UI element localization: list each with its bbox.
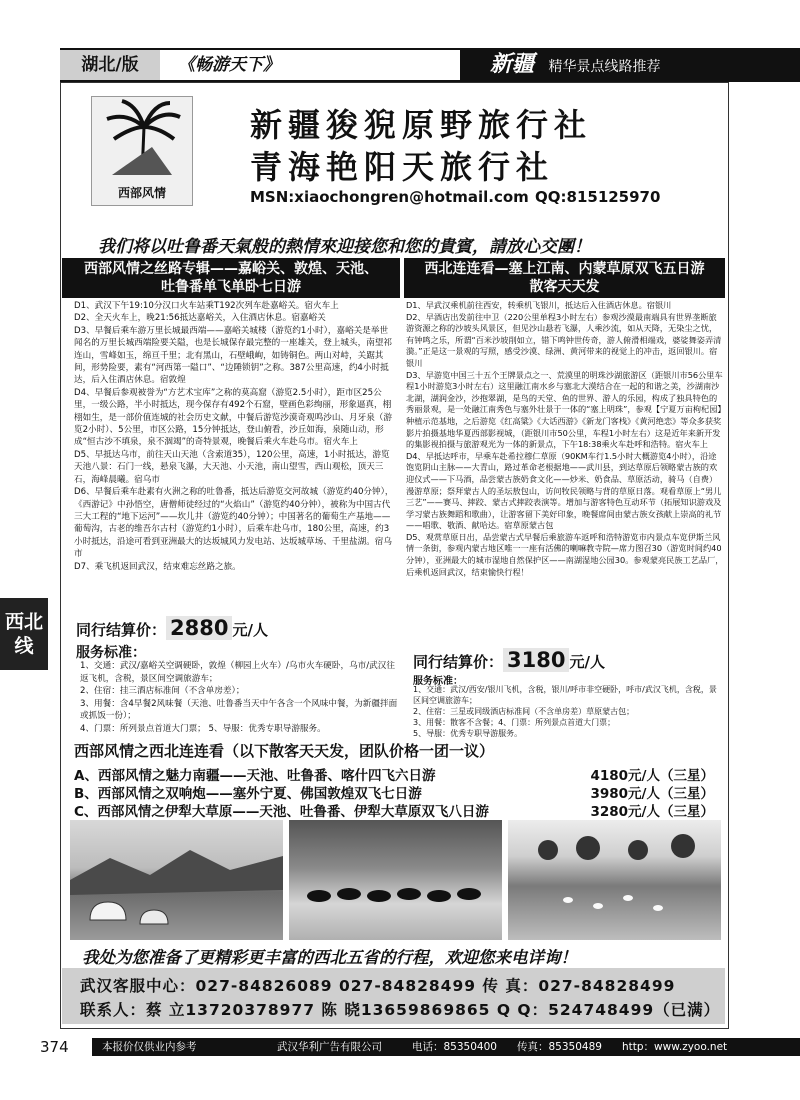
header-brand: 新疆 xyxy=(490,52,535,77)
palm-tree-icon xyxy=(92,97,192,177)
itinerary-day: D2、早酒店出发前往中卫（220公里单程3小时左右）参观沙漠最南端具有世界垄断旅游资源之称的沙坡头风景区，但见沙山悬若飞瀑，人乘沙流，如从天降，无染尘之忧，有钟鸣之乐，所谓“百米沙坡削如立，错下鸣钟世传奇，游人俯滑相端戏，婆娑舞姿弄清漪。”正是这一景观的写照，感受沙漠、绿洲、黄河带来的视觉上的冲击，返回银川。宿银川 xyxy=(406,311,722,368)
right-tour-title-1: 西北连连看—塞上江南、内蒙草原双飞五日游 xyxy=(424,261,705,277)
contact-person-row: 联系人：蔡 立13720378977 陈 晓13659869865 Q Q：524748499（已满） xyxy=(80,1001,721,1019)
right-service-list xyxy=(413,684,723,739)
package-row xyxy=(74,800,714,820)
itinerary-day: D6、早餐后乘车赴素有火洲之称的吐鲁番，抵达后游览交河故城（游览约40分钟），《西游记》中孙悟空，唐僧师徒经过的“火焰山”（游览约40分钟），被称为中国古代三大工程的“地下运河”——坎儿井（游览约40分钟）；中国著名的葡萄生产基地——葡萄沟，古老的维吾尔古村（游览约1小时），后乘车赴乌市，180公里，高速，约3小时抵达，沿途可看到亚洲最大的达坂城风力发电站、达坂城草场、千里盐湖。宿乌市 xyxy=(74,487,394,560)
price-label: 同行结算价： xyxy=(76,621,167,639)
header-subtitle: 精华景点线路推荐 xyxy=(548,59,661,75)
page-header-bar xyxy=(60,48,800,82)
column-title: 《畅游天下》 xyxy=(178,55,280,75)
itinerary-day: D4、早餐后参观被誉为“方艺术宝库”之称的莫高窟（游览2.5小时），距市区25公里，一级公路，半小时抵达，现今保存有492个石窟，壁画色彩绚丽，形象逼真，栩栩如生，是一部价值连城的社会历史文献，中餐后游览沙漠奇观鸣沙山、月牙泉（游览2小时）、5公里，市区公路，15分钟抵达，登山俯看，沙丘如海，泉随山动，形成“恒古沙不填泉，泉不涸竭”的奇特景观，晚餐后乘火车赴乌市。宿火车上 xyxy=(74,387,392,448)
price-label: 同行结算价： xyxy=(413,653,504,671)
tree-icon xyxy=(508,820,721,940)
photo-grassland-sheep xyxy=(508,820,721,940)
left-price xyxy=(76,616,268,640)
contact-phone-row: 武汉客服中心：027-84826089 027-84828499 传 真：027-84828499 xyxy=(80,977,676,995)
service-item: 3、用餐：散客不含餐；4、门票：所列景点首道大门票； xyxy=(413,718,616,727)
footer-web: http：www.zyoo.net xyxy=(622,1041,728,1053)
package-row xyxy=(74,782,714,802)
left-service-list xyxy=(80,660,398,736)
agency-logo xyxy=(91,96,193,206)
itinerary-day: D1、早武汉乘机前往西安，转乘机飞银川，抵达后入住酒店休息。宿银川 xyxy=(406,300,672,310)
itinerary-day: D5、观赏草原日出，品尝蒙古式早餐后乘旅游车返呼和浩特游览市内景点车览伊斯兰风情一条街，参观内蒙古地区唯一一座有活佛的喇嘛教寺院—席力图召30（游览时间约40分钟），亚洲最大的城市湿地自然保护区——南湖湿地公园30。参观蒙亮民族工艺品厂，后乘机返回武汉，结束愉快行程！ xyxy=(406,531,724,577)
package-price: 4180元/人（三星） xyxy=(590,768,714,784)
package-price: 3980元/人（三星） xyxy=(590,786,714,802)
footer-fax: 传真：85350489 xyxy=(517,1041,602,1053)
photo-camel-caravan xyxy=(289,820,502,940)
itinerary-day: D5、早抵达乌市，前往天山天池（含索道35），120公里，高速，1小时抵达，游览天池八景：石门一线，悬泉飞瀑，大天池、小天池，南山望雪，西山观松，顶天三石，海峰晨曦。宿乌市 xyxy=(74,449,390,485)
qq-contact: QQ:815125970 xyxy=(535,188,661,206)
agency-name-1: 新疆狻猊原野旅行社 xyxy=(250,106,593,144)
left-tour-title-1: 西部风情之丝路专辑——嘉峪关、敦煌、天池、 xyxy=(84,261,378,277)
contact-box xyxy=(62,968,725,1024)
page-footer xyxy=(92,1038,800,1056)
footer-note: 本报价仅供业内参考 xyxy=(102,1041,197,1053)
right-service-title: 服务标准： xyxy=(413,676,463,687)
side-region-tab: 西北线 xyxy=(0,598,48,670)
service-item: 3、用餐：含4早餐2风味餐（天池、吐鲁番当天中午各含一个风味中餐，为新疆拌面或抓饭一份）； xyxy=(80,698,398,722)
service-item: 4、门票：所列景点首道大门票； 5、导服：优秀专职导游服务。 xyxy=(80,723,326,734)
yurt-icon xyxy=(70,820,283,940)
right-tour-title-2: 散客天天发 xyxy=(529,279,600,295)
left-tour-header xyxy=(62,258,400,298)
footer-phone: 电话：85350400 xyxy=(412,1041,497,1053)
welcome-slogan: 我们将以吐鲁番天氣般的熱情來迎接您和您的貴賓，請放心交團！ xyxy=(98,237,591,257)
left-itinerary xyxy=(74,300,396,573)
service-item: 1、交通：武汉/西安/银川飞机，含税，银川/呼市非空硬卧，呼市/武汉飞机，含税，景区间空调旅游车； xyxy=(413,685,717,705)
itinerary-day: D1、武汉下午19:10分汉口火车站乘T192次列车赴嘉峪关。宿火车上 xyxy=(74,301,339,311)
photo-yurts-mountains xyxy=(70,820,283,940)
header-banner xyxy=(460,50,800,80)
package-name: B、西部风情之双响炮——塞外宁夏、佛国敦煌双飞七日游 xyxy=(74,786,422,802)
itinerary-day: D3、早餐后乘车游万里长城最西端——嘉峪关城楼（游览约1小时），嘉峪关是举世闻名的万里长城西端险要关隘，也是长城保存最完整的一座雄关，登上城头，南望祁连山，雪峰如玉，绵亘千里；北有黑山，石壁峨峋，如铸铜色。两山对峙，关踞其间，形势险要，素有“河西第一隘口”、“边陲锁钥”之称。387公里高速，约4小时抵达，后入住酒店休息。宿敦煌 xyxy=(74,325,392,386)
page-number: 374 xyxy=(40,1038,69,1056)
price-unit: 元/人 xyxy=(232,621,268,639)
price-value: 3180 xyxy=(503,648,569,672)
footer-company: 武汉华利广告有限公司 xyxy=(277,1041,382,1053)
price-value: 2880 xyxy=(166,616,232,640)
left-tour-title-2: 吐鲁番单飞单卧七日游 xyxy=(161,279,301,295)
itinerary-day: D7、乘飞机返回武汉，结束难忘丝路之旅。 xyxy=(74,561,241,572)
package-name: C、西部风情之伊犁大草原——天池、吐鲁番、伊犁大草原双飞八日游 xyxy=(74,804,489,820)
itinerary-day: D2、全天火车上，晚21:56抵达嘉峪关，入住酒店休息。宿嘉峪关 xyxy=(74,313,326,324)
right-itinerary xyxy=(406,300,724,578)
package-price: 3280元/人（三星） xyxy=(590,804,714,820)
right-tour-header xyxy=(404,258,725,298)
right-price xyxy=(413,648,605,672)
agency-name-2: 青海艳阳天旅行社 xyxy=(250,148,555,186)
price-unit: 元/人 xyxy=(569,653,605,671)
package-section-title: 西部风情之西北连连看（以下散客天天发，团队价格一团一议） xyxy=(74,742,495,760)
left-service-title: 服务标准： xyxy=(76,645,146,661)
region-label: 湖北/版 xyxy=(60,50,160,80)
package-name: A、西部风情之魅力南疆——天池、吐鲁番、喀什四飞六日游 xyxy=(74,768,436,784)
closing-slogan: 我处为您准备了更精彩更丰富的西北五省的行程，欢迎您来电详询！ xyxy=(82,948,577,967)
itinerary-day: D3、早游览中国三十五个王牌景点之一、荒漠里的明珠沙湖旅游区（距银川市56公里车程1小时游览3小时左右）这里融江南水乡与塞北大漠结合在一起的和谐之美，沙湖南沙北湖，湖润金沙，沙抱翠湖，是鸟的天堂、鱼的世界、游人的乐园，构成了独具特色的秀丽景观，是一处融江南秀色与塞外壮景于一体的“塞上明珠”，参观【宁夏万亩枸杞园】种植示范基地，之后游览《红高粱》《大话西游》《新龙门客栈》《黄河绝恋》等众多获奖影片拍摄基地华夏西部影视城，（距银川市50公里，车程1小时左右）这是近年来新开发的集影视拍摄与旅游观光为一体的新景点，下午18:38乘火车赴呼和浩特。宿火车上 xyxy=(406,369,723,450)
service-item: 5、导服：优秀专职导游服务。 xyxy=(413,729,523,738)
camel-icon xyxy=(289,820,502,940)
package-row xyxy=(74,764,714,784)
service-item: 2、住宿：三星或同级酒店标准间（不含单房差）草原蒙古包； xyxy=(413,707,635,716)
msn-contact: MSN:xiaochongren@hotmail.com xyxy=(250,188,529,206)
itinerary-day: D4、早抵达呼市，早乘车赴希拉穆仁草原（90KM车行1.5小时大概游览4小时），沿途饱览阴山主脉——大青山，路过革命老根据地——武川县，到达草原后领略蒙古族的欢迎仪式——下马酒，品尝蒙古族奶食文化——炒米、奶食品、草原活动，骑马（自费）漫游草原；祭拜蒙古人的圣坛敖包山，访问牧民领略与背的草原日落。观看草原上“男儿三艺”——赛马、摔跤、蒙古式摔跤表演等。增加与游客特色互动环节（拓展知识游戏及学习蒙古族舞蹈和歌曲），让游客留下美好印象，晚餐席间由蒙古族女孩献上崇高的礼节——唱歌、敬酒、献哈达。宿草原蒙古包 xyxy=(406,450,722,531)
service-item: 1、交通：武汉/嘉峪关空调硬卧，敦煌（柳园上火车）/乌市火车硬卧，乌市/武汉往返飞机，含税，景区间空调旅游车； xyxy=(80,661,395,684)
service-item: 2、住宿：挂三酒店标准间（不含单房差）； xyxy=(80,686,245,697)
logo-text: 西部风情 xyxy=(117,186,166,200)
